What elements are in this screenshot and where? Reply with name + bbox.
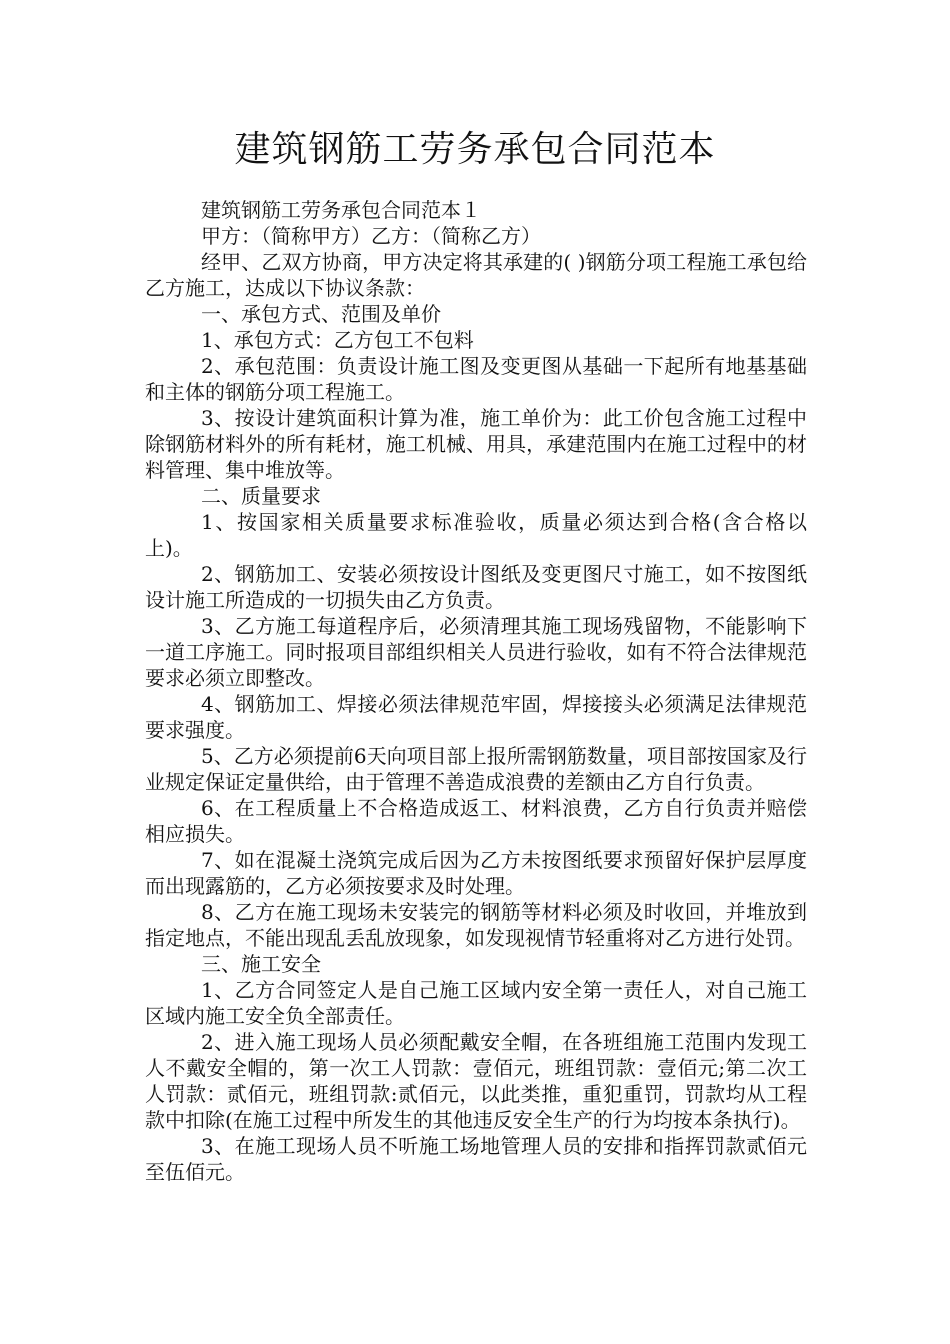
document-body (145, 197, 807, 1185)
clause-3-3: 3、在施工现场人员不听施工场地管理人员的安排和指挥罚款贰佰元至伍佰元。 (145, 1134, 807, 1184)
document-title: 建筑钢筋工劳务承包合同范本 (234, 129, 716, 170)
clause-2-5: 5、乙方必须提前6天向项目部上报所需钢筋数量，项目部按国家及行业规定保证定量供给，由于管理不善造成浪费的差额由乙方自行负责。 (145, 744, 807, 794)
clause-2-6: 6、在工程质量上不合格造成返工、材料浪费，乙方自行负责并赔偿相应损失。 (145, 796, 807, 846)
clause-2-2: 2、钢筋加工、安装必须按设计图纸及变更图尺寸施工，如不按图纸设计施工所造成的一切损失由乙方负责。 (145, 562, 807, 612)
clause-2-7: 7、如在混凝土浇筑完成后因为乙方未按图纸要求预留好保护层厚度而出现露筋的，乙方必须按要求及时处理。 (145, 848, 807, 898)
clause-3-1: 1、乙方合同签定人是自己施工区域内安全第一责任人，对自己施工区域内施工安全负全部责任。 (145, 978, 807, 1028)
clause-2-3: 3、乙方施工每道程序后，必须清理其施工现场残留物，不能影响下一道工序施工。同时报项目部组织相关人员进行验收，如有不符合法律规范要求必须立即整改。 (145, 614, 807, 690)
clause-2-1: 1、按国家相关质量要求标准验收，质量必须达到合格(含合格以上)。 (145, 510, 807, 560)
intro-paragraph: 经甲、乙双方协商，甲方决定将其承建的( )钢筋分项工程施工承包给乙方施工，达成以下协议条款： (145, 250, 807, 300)
clause-2-8: 8、乙方在施工现场未安装完的钢筋等材料必须及时收回，并堆放到指定地点，不能出现乱丢乱放现象，如发现视情节轻重将对乙方进行处罚。 (145, 900, 807, 950)
clause-2-4: 4、钢筋加工、焊接必须法律规范牢固，焊接接头必须满足法律规范要求强度。 (145, 692, 807, 742)
subtitle-line: 建筑钢筋工劳务承包合同范本１ (201, 198, 481, 222)
section-heading-1: 一、承包方式、范围及单价 (201, 302, 441, 326)
clause-1-3: 3、按设计建筑面积计算为准，施工单价为：此工价包含施工过程中除钢筋材料外的所有耗材，施工机械、用具，承建范围内在施工过程中的材料管理、集中堆放等。 (145, 406, 807, 482)
section-heading-2: 二、质量要求 (201, 484, 321, 508)
clause-1-1: 1、承包方式：乙方包工不包料 (201, 328, 474, 352)
clause-3-2: 2、进入施工现场人员必须配戴安全帽，在各班组施工范围内发现工人不戴安全帽的，第一次工人罚款：壹佰元，班组罚款：壹佰元;第二次工人罚款：贰佰元，班组罚款:贰佰元，以此类推，重犯重罚，罚款均从工程款中扣除(在施工过程中所发生的其他违反安全生产的行为均按本条执行)。 (145, 1030, 807, 1132)
section-heading-3: 三、施工安全 (201, 952, 321, 976)
clause-1-2: 2、承包范围：负责设计施工图及变更图从基础一下起所有地基基础和主体的钢筋分项工程施工。 (145, 354, 807, 404)
parties-line: 甲方：（简称甲方）乙方：（简称乙方） (201, 224, 541, 248)
